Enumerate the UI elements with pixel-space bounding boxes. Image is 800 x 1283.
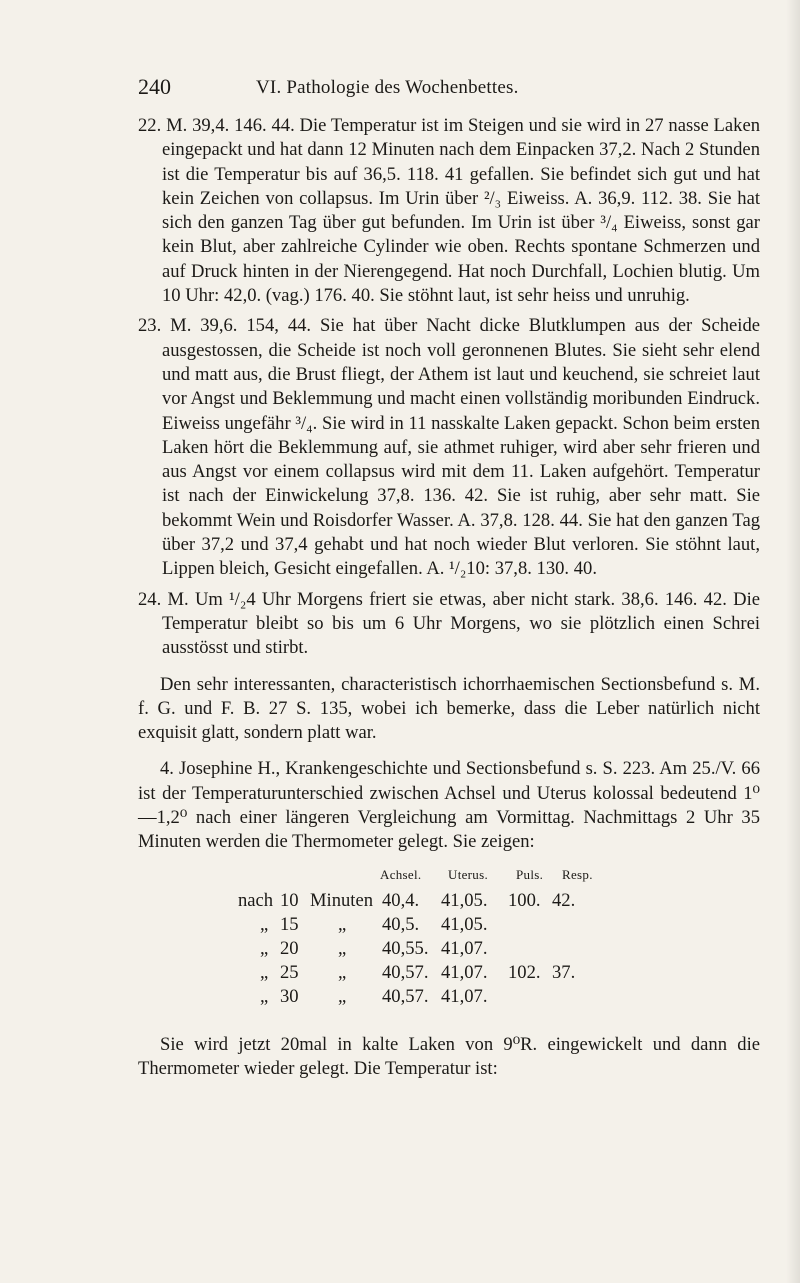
row-prefix: „ [260,937,269,959]
row-prefix: „ [260,961,269,983]
case-entry-22: 22. M. 39,4. 146. 44. Die Temperatur ist im Steigen und sie wird in 27 nasse Laken eingepackt und hat dann 12 Minuten nach dem Einpacken 37,2. Nach 2 Stunden ist die Temperatur bis auf 36,5. 118. 41 gefallen. Sie befindet sich gut und hat kein Zeichen von collapsus. Im Urin über ²/₃ Eiweiss. A. 36,9. 112. 38. Sie hat sich den ganzen Tag über gut befunden. Im Urin ist über ³/₄ Eiweiss, sonst gar kein Blut, aber zahlreiche Cylinder wie oben. Rechts spontane Schmerzen und auf Druck hinten in der Nierengegend. Hat noch Durchfall, Lochien blutig. Um 10 Uhr: 42,0. (vag.) 176. 40. Sie stöhnt laut, ist sehr heiss und unruhig. [138,115,760,307]
table-row [138,913,760,937]
row-achsel: 40,57. [382,985,429,1007]
row-unit: Minuten [310,889,374,911]
table-header-puls: Puls. [516,866,544,882]
section-finding-paragraph: Den sehr interessanten, characteristisch ichorrhaemischen Sectionsbefund s. M. f. G. und F. B. 27 S. 135, wobei ich bemerke, dass die Leber natürlich nicht exquisit glatt, sondern platt war. [138,673,760,744]
page-number: 240 [138,74,171,99]
row-puls: 100. [508,889,541,911]
table-row [138,961,760,985]
row-unit: „ [338,913,347,935]
case-4-paragraph: 4. Josephine H., Krankengeschichte und Sectionsbefund s. S. 223. Am 25./V. 66 ist der Temperaturunterschied zwischen Achsel und Uterus kolossal bedeutend 1⁰—1,2⁰ nach einer längeren Vergleichung am Vormittag. Nachmittags 2 Uhr 35 Minuten werden die Thermometer gelegt. Sie zeigen: [138,758,760,853]
running-title: VI. Pathologie des Wochenbettes. [256,77,519,98]
page-edge-shadow [786,0,800,1283]
row-minutes: 30 [280,985,299,1007]
body-text [138,114,760,1081]
row-minutes: 25 [280,961,299,983]
table-row [138,889,760,913]
row-uterus: 41,07. [441,961,488,983]
table-header-resp: Resp. [562,866,593,882]
row-resp: 37. [552,961,576,983]
row-uterus: 41,07. [441,937,488,959]
row-minutes: 10 [280,889,299,911]
row-uterus: 41,05. [441,889,488,911]
row-achsel: 40,5. [382,913,420,935]
row-achsel: 40,57. [382,961,429,983]
temperature-table [138,863,760,1033]
row-minutes: 15 [280,913,299,935]
row-unit: „ [338,961,347,983]
row-puls: 102. [508,961,541,983]
row-unit: „ [338,937,347,959]
table-header-uterus: Uterus. [448,866,489,882]
row-resp: 42. [552,889,576,911]
case-entry-24: 24. M. Um ¹/₂4 Uhr Morgens friert sie etwas, aber nicht stark. 38,6. 146. 42. Die Temperatur bleibt so bis um 6 Uhr Morgens, wo sie plötzlich einen Schrei ausstösst und stirbt. [138,588,760,659]
row-prefix: nach [238,889,274,911]
row-achsel: 40,55. [382,937,429,959]
table-row [138,985,760,1009]
case-entry-23: 23. M. 39,6. 154, 44. Sie hat über Nacht dicke Blutklumpen aus der Scheide ausgestossen, die Scheide ist noch voll geronnenen Blutes. Sie sieht sehr elend und matt aus, die Brust fliegt, der Athem ist laut und keuchend, sie schreiet laut vor Angst und Beklemmung und macht einen vollständig moribunden Eindruck. Eiweiss ungefähr ³/₄. Sie wird in 11 nasskalte Laken gepackt. Schon beim ersten Laken hört die Beklemmung auf, sie athmet ruhiger, wird aber sehr frieren und aus Angst vor einem collapsus wird mit dem 11. Laken aufgehört. Temperatur ist nach der Einwickelung 37,8. 136. 42. Sie ist ruhig, aber sehr matt. Sie bekommt Wein und Roisdorfer Wasser. A. 37,8. 128. 44. Sie hat den ganzen Tag über 37,2 und 37,4 gehabt und hat noch wieder Blut verloren. Sie stöhnt laut, Lippen bleich, Gesicht eingefallen. A. ¹/₂10: 37,8. 130. 40. [138,315,760,580]
row-achsel: 40,4. [382,889,420,911]
closing-paragraph: Sie wird jetzt 20mal in kalte Laken von 9⁰R. eingewickelt und dann die Thermometer wieder gelegt. Die Temperatur ist: [138,1033,760,1079]
row-prefix: „ [260,985,269,1007]
row-uterus: 41,07. [441,985,488,1007]
table-header-achsel: Achsel. [380,866,422,882]
row-unit: „ [338,985,347,1007]
table-row [138,937,760,961]
row-minutes: 20 [280,937,299,959]
page-header [138,74,778,104]
row-uterus: 41,05. [441,913,488,935]
row-prefix: „ [260,913,269,935]
